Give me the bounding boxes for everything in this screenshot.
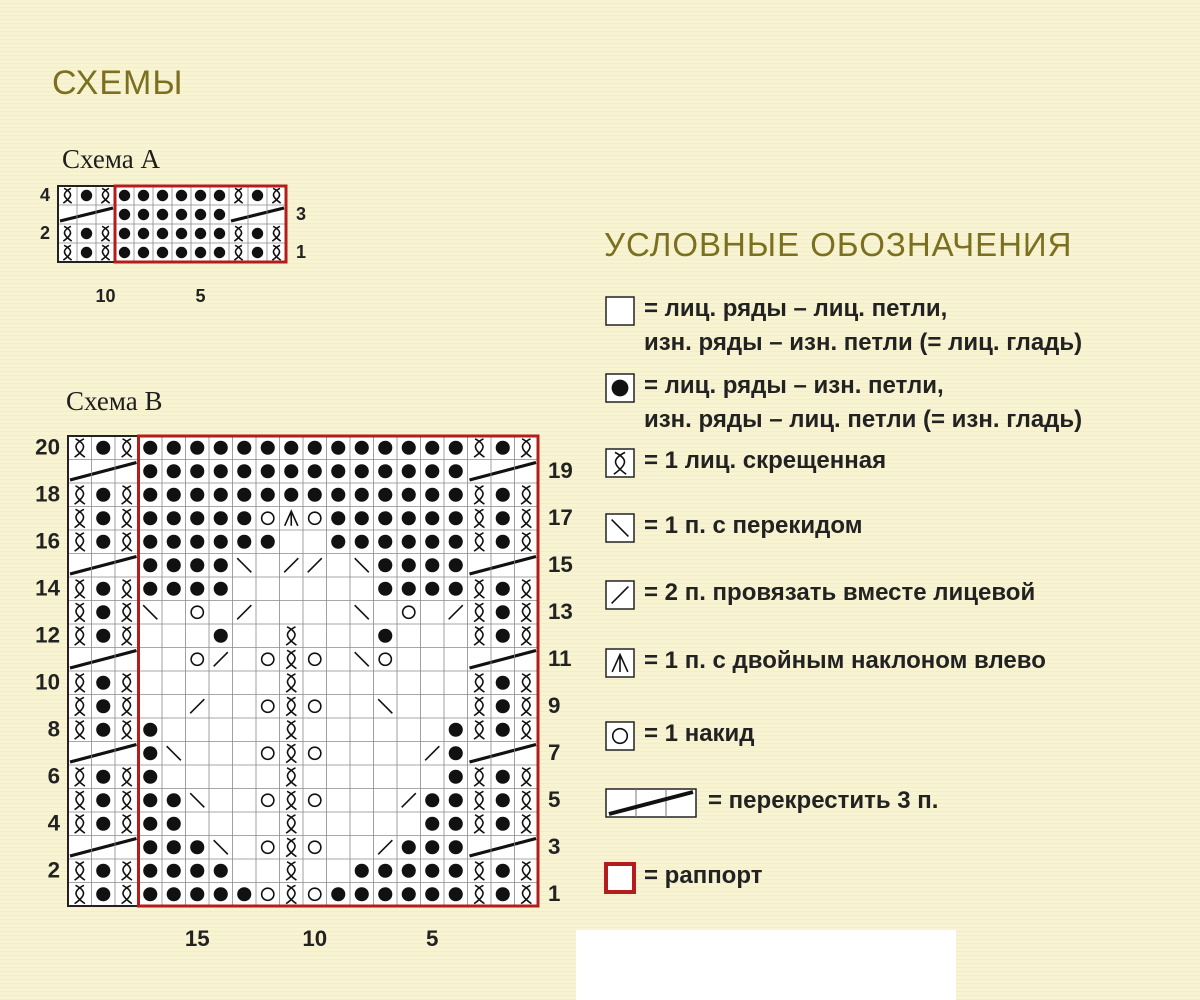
purl-dot bbox=[449, 864, 463, 878]
legend-text-cross3: = перекрестить 3 п. bbox=[708, 787, 939, 814]
purl-dot bbox=[261, 441, 275, 455]
purl-dot bbox=[81, 247, 92, 258]
purl-dot bbox=[425, 887, 439, 901]
purl-dot bbox=[157, 209, 168, 220]
purl-dot bbox=[176, 209, 187, 220]
purl-dot bbox=[496, 511, 510, 525]
purl-dot bbox=[402, 535, 416, 549]
legend-item-cross3 bbox=[606, 789, 696, 817]
purl-dot bbox=[214, 511, 228, 525]
legend-text-dot: изн. ряды – лиц. петли (= изн. гладь) bbox=[644, 406, 1083, 433]
purl-dot bbox=[176, 228, 187, 239]
purl-dot bbox=[138, 190, 149, 201]
column-label: 5 bbox=[195, 286, 206, 306]
row-label-right: 17 bbox=[548, 504, 573, 530]
legend-text-slash: = 2 п. провязать вместе лицевой bbox=[644, 579, 1036, 606]
purl-dot bbox=[449, 582, 463, 596]
purl-dot bbox=[252, 247, 263, 258]
row-label-left: 8 bbox=[47, 716, 60, 742]
purl-dot bbox=[138, 209, 149, 220]
purl-dot bbox=[96, 770, 110, 784]
purl-dot bbox=[449, 770, 463, 784]
purl-dot bbox=[119, 228, 130, 239]
purl-dot bbox=[402, 887, 416, 901]
row-label-right: 19 bbox=[548, 457, 573, 483]
row-label-right: 3 bbox=[296, 203, 307, 224]
purl-dot bbox=[308, 464, 322, 478]
purl-dot bbox=[355, 535, 369, 549]
purl-dot bbox=[496, 605, 510, 619]
purl-dot bbox=[96, 723, 110, 737]
purl-dot bbox=[449, 723, 463, 737]
purl-dot bbox=[237, 441, 251, 455]
purl-dot bbox=[138, 228, 149, 239]
row-label-right: 1 bbox=[296, 241, 307, 262]
legend-swatch bbox=[606, 297, 634, 325]
purl-dot bbox=[308, 488, 322, 502]
row-label-right: 3 bbox=[548, 833, 561, 859]
purl-dot bbox=[143, 793, 157, 807]
legend-text-yarn-over: = 1 накид bbox=[644, 720, 755, 747]
purl-dot bbox=[81, 228, 92, 239]
purl-dot bbox=[261, 464, 275, 478]
column-label: 15 bbox=[184, 926, 210, 951]
purl-dot bbox=[214, 441, 228, 455]
purl-dot bbox=[449, 511, 463, 525]
purl-dot bbox=[496, 535, 510, 549]
purl-dot bbox=[355, 441, 369, 455]
purl-dot bbox=[425, 464, 439, 478]
row-label-left: 16 bbox=[35, 528, 60, 554]
purl-dot bbox=[425, 864, 439, 878]
purl-dot bbox=[252, 190, 263, 201]
purl-dot bbox=[402, 488, 416, 502]
column-label: 10 bbox=[302, 926, 328, 951]
row-label-left: 12 bbox=[35, 622, 60, 648]
purl-dot bbox=[96, 629, 110, 643]
purl-dot bbox=[96, 441, 110, 455]
purl-dot bbox=[402, 511, 416, 525]
purl-dot bbox=[167, 840, 181, 854]
purl-dot bbox=[214, 864, 228, 878]
row-label-right: 15 bbox=[548, 551, 573, 577]
row-label-left: 4 bbox=[47, 810, 60, 836]
purl-dot bbox=[425, 817, 439, 831]
purl-dot bbox=[355, 887, 369, 901]
purl-dot bbox=[214, 209, 225, 220]
purl-dot bbox=[119, 247, 130, 258]
purl-dot bbox=[496, 793, 510, 807]
purl-dot bbox=[237, 511, 251, 525]
purl-dot bbox=[402, 840, 416, 854]
purl-dot bbox=[190, 582, 204, 596]
legend-swatch bbox=[606, 449, 634, 477]
purl-dot bbox=[378, 629, 392, 643]
row-label-left: 20 bbox=[35, 434, 60, 460]
purl-dot bbox=[284, 464, 298, 478]
purl-dot bbox=[96, 605, 110, 619]
purl-dot bbox=[425, 793, 439, 807]
purl-dot bbox=[378, 582, 392, 596]
legend-title: УСЛОВНЫЕ ОБОЗНАЧЕНИЯ bbox=[604, 226, 1073, 263]
purl-dot bbox=[190, 558, 204, 572]
purl-dot bbox=[96, 793, 110, 807]
purl-dot bbox=[138, 247, 149, 258]
legend-item-double-dec bbox=[606, 649, 634, 677]
purl-dot bbox=[143, 864, 157, 878]
purl-dot bbox=[167, 441, 181, 455]
purl-dot bbox=[237, 464, 251, 478]
purl-dot bbox=[355, 464, 369, 478]
purl-dot bbox=[237, 535, 251, 549]
purl-dot bbox=[496, 488, 510, 502]
purl-dot bbox=[167, 793, 181, 807]
purl-dot bbox=[143, 488, 157, 502]
purl-dot bbox=[190, 840, 204, 854]
purl-dot bbox=[237, 488, 251, 502]
purl-dot bbox=[195, 190, 206, 201]
row-label-left: 2 bbox=[39, 222, 50, 243]
purl-dot bbox=[261, 488, 275, 502]
legend-item-backslash bbox=[606, 514, 634, 542]
purl-dot bbox=[214, 228, 225, 239]
purl-dot bbox=[496, 770, 510, 784]
purl-dot bbox=[252, 228, 263, 239]
purl-dot bbox=[214, 582, 228, 596]
legend-swatch bbox=[606, 864, 634, 892]
purl-dot bbox=[425, 511, 439, 525]
purl-dot bbox=[190, 535, 204, 549]
purl-dot bbox=[496, 723, 510, 737]
purl-dot bbox=[496, 864, 510, 878]
purl-dot bbox=[449, 488, 463, 502]
purl-dot bbox=[157, 247, 168, 258]
row-label-left: 14 bbox=[35, 575, 60, 601]
purl-dot bbox=[190, 464, 204, 478]
row-label-left: 4 bbox=[39, 184, 50, 205]
legend-text-backslash: = 1 п. с перекидом bbox=[644, 512, 863, 539]
row-label-right: 11 bbox=[548, 645, 572, 671]
purl-dot bbox=[402, 582, 416, 596]
purl-dot bbox=[167, 582, 181, 596]
purl-dot bbox=[378, 535, 392, 549]
legend-text-double-dec: = 1 п. с двойным наклоном влево bbox=[644, 647, 1046, 674]
purl-dot bbox=[402, 558, 416, 572]
row-label-right: 9 bbox=[548, 692, 561, 718]
purl-dot bbox=[190, 511, 204, 525]
purl-dot bbox=[331, 464, 345, 478]
row-label-left: 18 bbox=[35, 481, 60, 507]
purl-dot bbox=[167, 558, 181, 572]
purl-dot bbox=[496, 629, 510, 643]
purl-dot bbox=[425, 558, 439, 572]
purl-dot bbox=[81, 190, 92, 201]
purl-dot bbox=[214, 887, 228, 901]
legend-item-empty bbox=[606, 297, 634, 325]
purl-dot bbox=[449, 558, 463, 572]
purl-dot bbox=[331, 535, 345, 549]
purl-dot bbox=[167, 464, 181, 478]
purl-dot bbox=[355, 488, 369, 502]
purl-dot bbox=[143, 817, 157, 831]
legend-text-dot: = лиц. ряды – изн. петли, bbox=[644, 372, 944, 399]
purl-dot bbox=[143, 511, 157, 525]
purl-dot bbox=[402, 464, 416, 478]
purl-dot bbox=[96, 535, 110, 549]
purl-dot bbox=[331, 511, 345, 525]
legend-text-repeat: = раппорт bbox=[644, 862, 763, 889]
purl-dot bbox=[496, 817, 510, 831]
row-label-left: 2 bbox=[47, 857, 60, 883]
purl-dot bbox=[449, 887, 463, 901]
purl-dot bbox=[449, 793, 463, 807]
purl-dot bbox=[496, 699, 510, 713]
purl-dot bbox=[449, 535, 463, 549]
purl-dot bbox=[143, 464, 157, 478]
purl-dot bbox=[378, 488, 392, 502]
purl-dot bbox=[157, 190, 168, 201]
purl-dot bbox=[143, 535, 157, 549]
purl-dot bbox=[378, 511, 392, 525]
legend-item-repeat bbox=[606, 864, 634, 892]
purl-dot bbox=[143, 441, 157, 455]
purl-dot bbox=[449, 817, 463, 831]
purl-dot bbox=[167, 488, 181, 502]
purl-dot bbox=[449, 746, 463, 760]
purl-dot bbox=[190, 887, 204, 901]
page-title: СХЕМЫ bbox=[52, 64, 184, 102]
purl-dot bbox=[496, 887, 510, 901]
legend-text-empty: = лиц. ряды – лиц. петли, bbox=[644, 295, 948, 322]
purl-dot bbox=[378, 464, 392, 478]
purl-dot bbox=[96, 699, 110, 713]
purl-dot bbox=[190, 864, 204, 878]
purl-dot bbox=[214, 190, 225, 201]
purl-dot bbox=[157, 228, 168, 239]
purl-dot bbox=[425, 535, 439, 549]
purl-dot bbox=[331, 441, 345, 455]
purl-dot bbox=[96, 582, 110, 596]
purl-dot bbox=[425, 840, 439, 854]
row-label-left: 10 bbox=[35, 669, 60, 695]
purl-dot bbox=[190, 441, 204, 455]
purl-dot bbox=[167, 817, 181, 831]
purl-dot bbox=[195, 209, 206, 220]
purl-dot bbox=[378, 441, 392, 455]
purl-dot bbox=[449, 441, 463, 455]
legend-text-twisted: = 1 лиц. скрещенная bbox=[644, 447, 887, 474]
chart-b-grid bbox=[35, 434, 573, 951]
purl-dot bbox=[167, 535, 181, 549]
purl-dot bbox=[119, 190, 130, 201]
purl-dot bbox=[176, 247, 187, 258]
purl-dot bbox=[449, 840, 463, 854]
legend-item-slash bbox=[606, 581, 634, 609]
purl-dot bbox=[425, 488, 439, 502]
purl-dot bbox=[214, 558, 228, 572]
purl-dot bbox=[378, 864, 392, 878]
legend-item-twisted bbox=[606, 449, 634, 477]
purl-dot bbox=[331, 488, 345, 502]
purl-dot bbox=[143, 582, 157, 596]
purl-dot bbox=[176, 190, 187, 201]
purl-dot bbox=[214, 535, 228, 549]
purl-dot bbox=[167, 511, 181, 525]
purl-dot bbox=[378, 558, 392, 572]
blank-area bbox=[576, 930, 956, 1000]
purl-dot bbox=[195, 228, 206, 239]
purl-dot bbox=[284, 488, 298, 502]
purl-dot bbox=[402, 864, 416, 878]
purl-dot bbox=[261, 535, 275, 549]
purl-dot bbox=[190, 488, 204, 502]
legend-item-dot bbox=[606, 374, 634, 402]
legend-text-empty: изн. ряды – изн. петли (= лиц. гладь) bbox=[644, 329, 1083, 356]
row-label-right: 1 bbox=[548, 880, 561, 906]
purl-dot bbox=[237, 887, 251, 901]
purl-dot bbox=[331, 887, 345, 901]
purl-dot bbox=[167, 864, 181, 878]
purl-dot bbox=[355, 864, 369, 878]
purl-dot bbox=[214, 488, 228, 502]
purl-dot bbox=[96, 864, 110, 878]
purl-dot bbox=[284, 441, 298, 455]
purl-dot bbox=[96, 817, 110, 831]
chart-a-title: Схема А bbox=[62, 144, 160, 174]
purl-dot bbox=[355, 511, 369, 525]
purl-dot bbox=[402, 441, 416, 455]
purl-dot bbox=[143, 746, 157, 760]
purl-dot bbox=[143, 887, 157, 901]
purl-dot bbox=[214, 247, 225, 258]
legend-item-yarn-over bbox=[606, 722, 634, 750]
chart-b-title: Схема В bbox=[66, 386, 163, 416]
purl-dot bbox=[496, 441, 510, 455]
row-label-right: 7 bbox=[548, 739, 561, 765]
purl-dot bbox=[167, 887, 181, 901]
purl-dot bbox=[496, 582, 510, 596]
purl-dot bbox=[96, 511, 110, 525]
purl-dot bbox=[143, 770, 157, 784]
purl-dot bbox=[96, 676, 110, 690]
purl-dot bbox=[496, 676, 510, 690]
column-label: 10 bbox=[95, 286, 116, 306]
purl-dot bbox=[308, 441, 322, 455]
purl-dot bbox=[425, 582, 439, 596]
purl-dot bbox=[96, 488, 110, 502]
legend-swatch bbox=[606, 722, 634, 750]
column-label: 5 bbox=[426, 926, 439, 951]
chart-a-grid bbox=[40, 185, 306, 306]
purl-dot bbox=[143, 723, 157, 737]
purl-dot bbox=[449, 464, 463, 478]
purl-dot bbox=[96, 887, 110, 901]
purl-dot bbox=[119, 209, 130, 220]
purl-dot bbox=[143, 558, 157, 572]
row-label-right: 5 bbox=[548, 786, 561, 812]
row-label-right: 13 bbox=[548, 598, 573, 624]
purl-dot bbox=[214, 464, 228, 478]
purl-dot bbox=[195, 247, 206, 258]
purl-dot bbox=[378, 887, 392, 901]
row-label-left: 6 bbox=[47, 763, 60, 789]
purl-dot bbox=[214, 629, 228, 643]
purl-dot bbox=[612, 380, 629, 397]
purl-dot bbox=[425, 441, 439, 455]
purl-dot bbox=[143, 840, 157, 854]
